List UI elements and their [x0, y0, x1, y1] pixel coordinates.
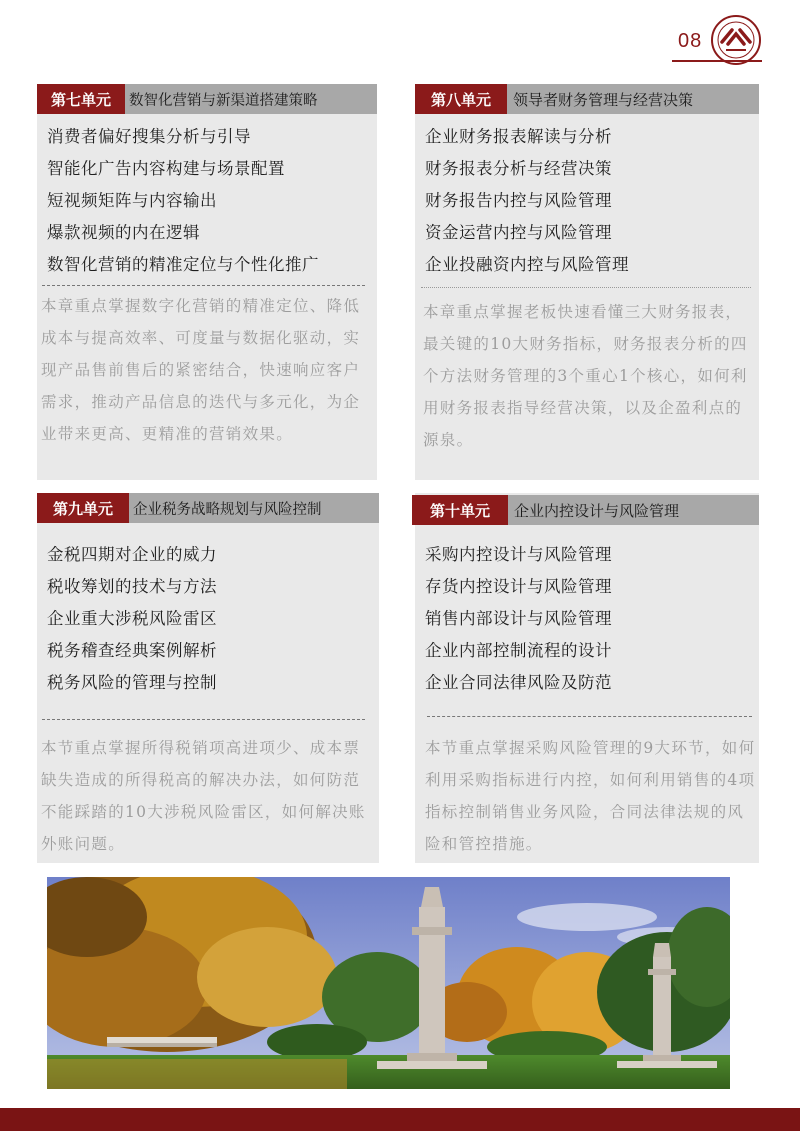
unit-badge: 第十单元	[412, 495, 508, 525]
list-item: 企业内部控制流程的设计	[425, 641, 612, 660]
list-item: 企业重大涉税风险雷区	[47, 609, 217, 628]
page-number: 08	[678, 30, 703, 52]
unit-summary: 本章重点掌握老板快速看懂三大财务报表，最关键的10大财务指标，财务报表分析的四个方法财务管理的3个重心1个核心，如何利用财务报表指导经营决策，以及企盈利点的源泉。	[423, 303, 748, 449]
unit-header	[412, 495, 759, 525]
unit-item-list	[47, 539, 217, 699]
unit-title: 数智化营销与新渠道搭建策略	[125, 84, 377, 114]
list-item: 资金运营内控与风险管理	[425, 223, 612, 242]
divider	[421, 287, 751, 288]
list-item: 爆款视频的内在逻辑	[47, 223, 200, 242]
divider	[42, 719, 365, 720]
list-item: 税务稽查经典案例解析	[47, 641, 217, 660]
divider	[427, 716, 752, 717]
list-item: 销售内部设计与风险管理	[425, 609, 612, 628]
unit-badge: 第九单元	[37, 493, 129, 523]
list-item: 财务报告内控与风险管理	[425, 191, 612, 210]
footer-bar	[0, 1108, 800, 1131]
unit-item-list	[425, 121, 629, 281]
list-item: 企业财务报表解读与分析	[425, 127, 612, 146]
header-rule	[672, 60, 762, 62]
list-item: 智能化广告内容构建与场景配置	[47, 159, 285, 178]
unit-header	[37, 493, 379, 523]
university-seal-icon	[710, 14, 762, 66]
unit-summary: 本章重点掌握数字化营销的精准定位、降低成本与提高效率、可度量与数据化驱动，实现产品售前售后的紧密结合，快速响应客户需求，推动产品信息的迭代与多元化，为企业带来更高、更精准的营销效果。	[41, 297, 361, 443]
unit-summary: 本节重点掌握所得税销项高进项少、成本票缺失造成的所得税高的解决办法，如何防范不能踩踏的10大涉税风险雷区，如何解决账外账问题。	[41, 739, 366, 853]
unit-summary: 本节重点掌握采购风险管理的9大环节，如何利用采购指标进行内控，如何利用销售的4项指标控制销售业务风险，合同法律法规的风险和管控措施。	[425, 739, 756, 853]
unit-title: 企业内控设计与风险管理	[508, 495, 759, 525]
list-item: 金税四期对企业的威力	[47, 545, 217, 564]
unit-title: 企业税务战略规划与风险控制	[129, 493, 379, 523]
list-item: 税务风险的管理与控制	[47, 673, 217, 692]
list-item: 企业投融资内控与风险管理	[425, 255, 629, 274]
list-item: 采购内控设计与风险管理	[425, 545, 612, 564]
unit-header	[37, 84, 377, 114]
list-item: 消费者偏好搜集分析与引导	[47, 127, 251, 146]
list-item: 短视频矩阵与内容输出	[47, 191, 217, 210]
list-item: 数智化营销的精准定位与个性化推广	[47, 255, 319, 274]
unit-title: 领导者财务管理与经营决策	[507, 84, 759, 114]
list-item: 存货内控设计与风险管理	[425, 577, 612, 596]
unit-badge: 第八单元	[415, 84, 507, 114]
unit-item-list	[425, 539, 612, 699]
unit-badge: 第七单元	[37, 84, 125, 114]
unit-item-list	[47, 121, 319, 281]
unit-header	[415, 84, 759, 114]
campus-pillars-photo	[47, 877, 730, 1089]
list-item: 财务报表分析与经营决策	[425, 159, 612, 178]
list-item: 企业合同法律风险及防范	[425, 673, 612, 692]
list-item: 税收筹划的技术与方法	[47, 577, 217, 596]
divider	[42, 285, 365, 286]
